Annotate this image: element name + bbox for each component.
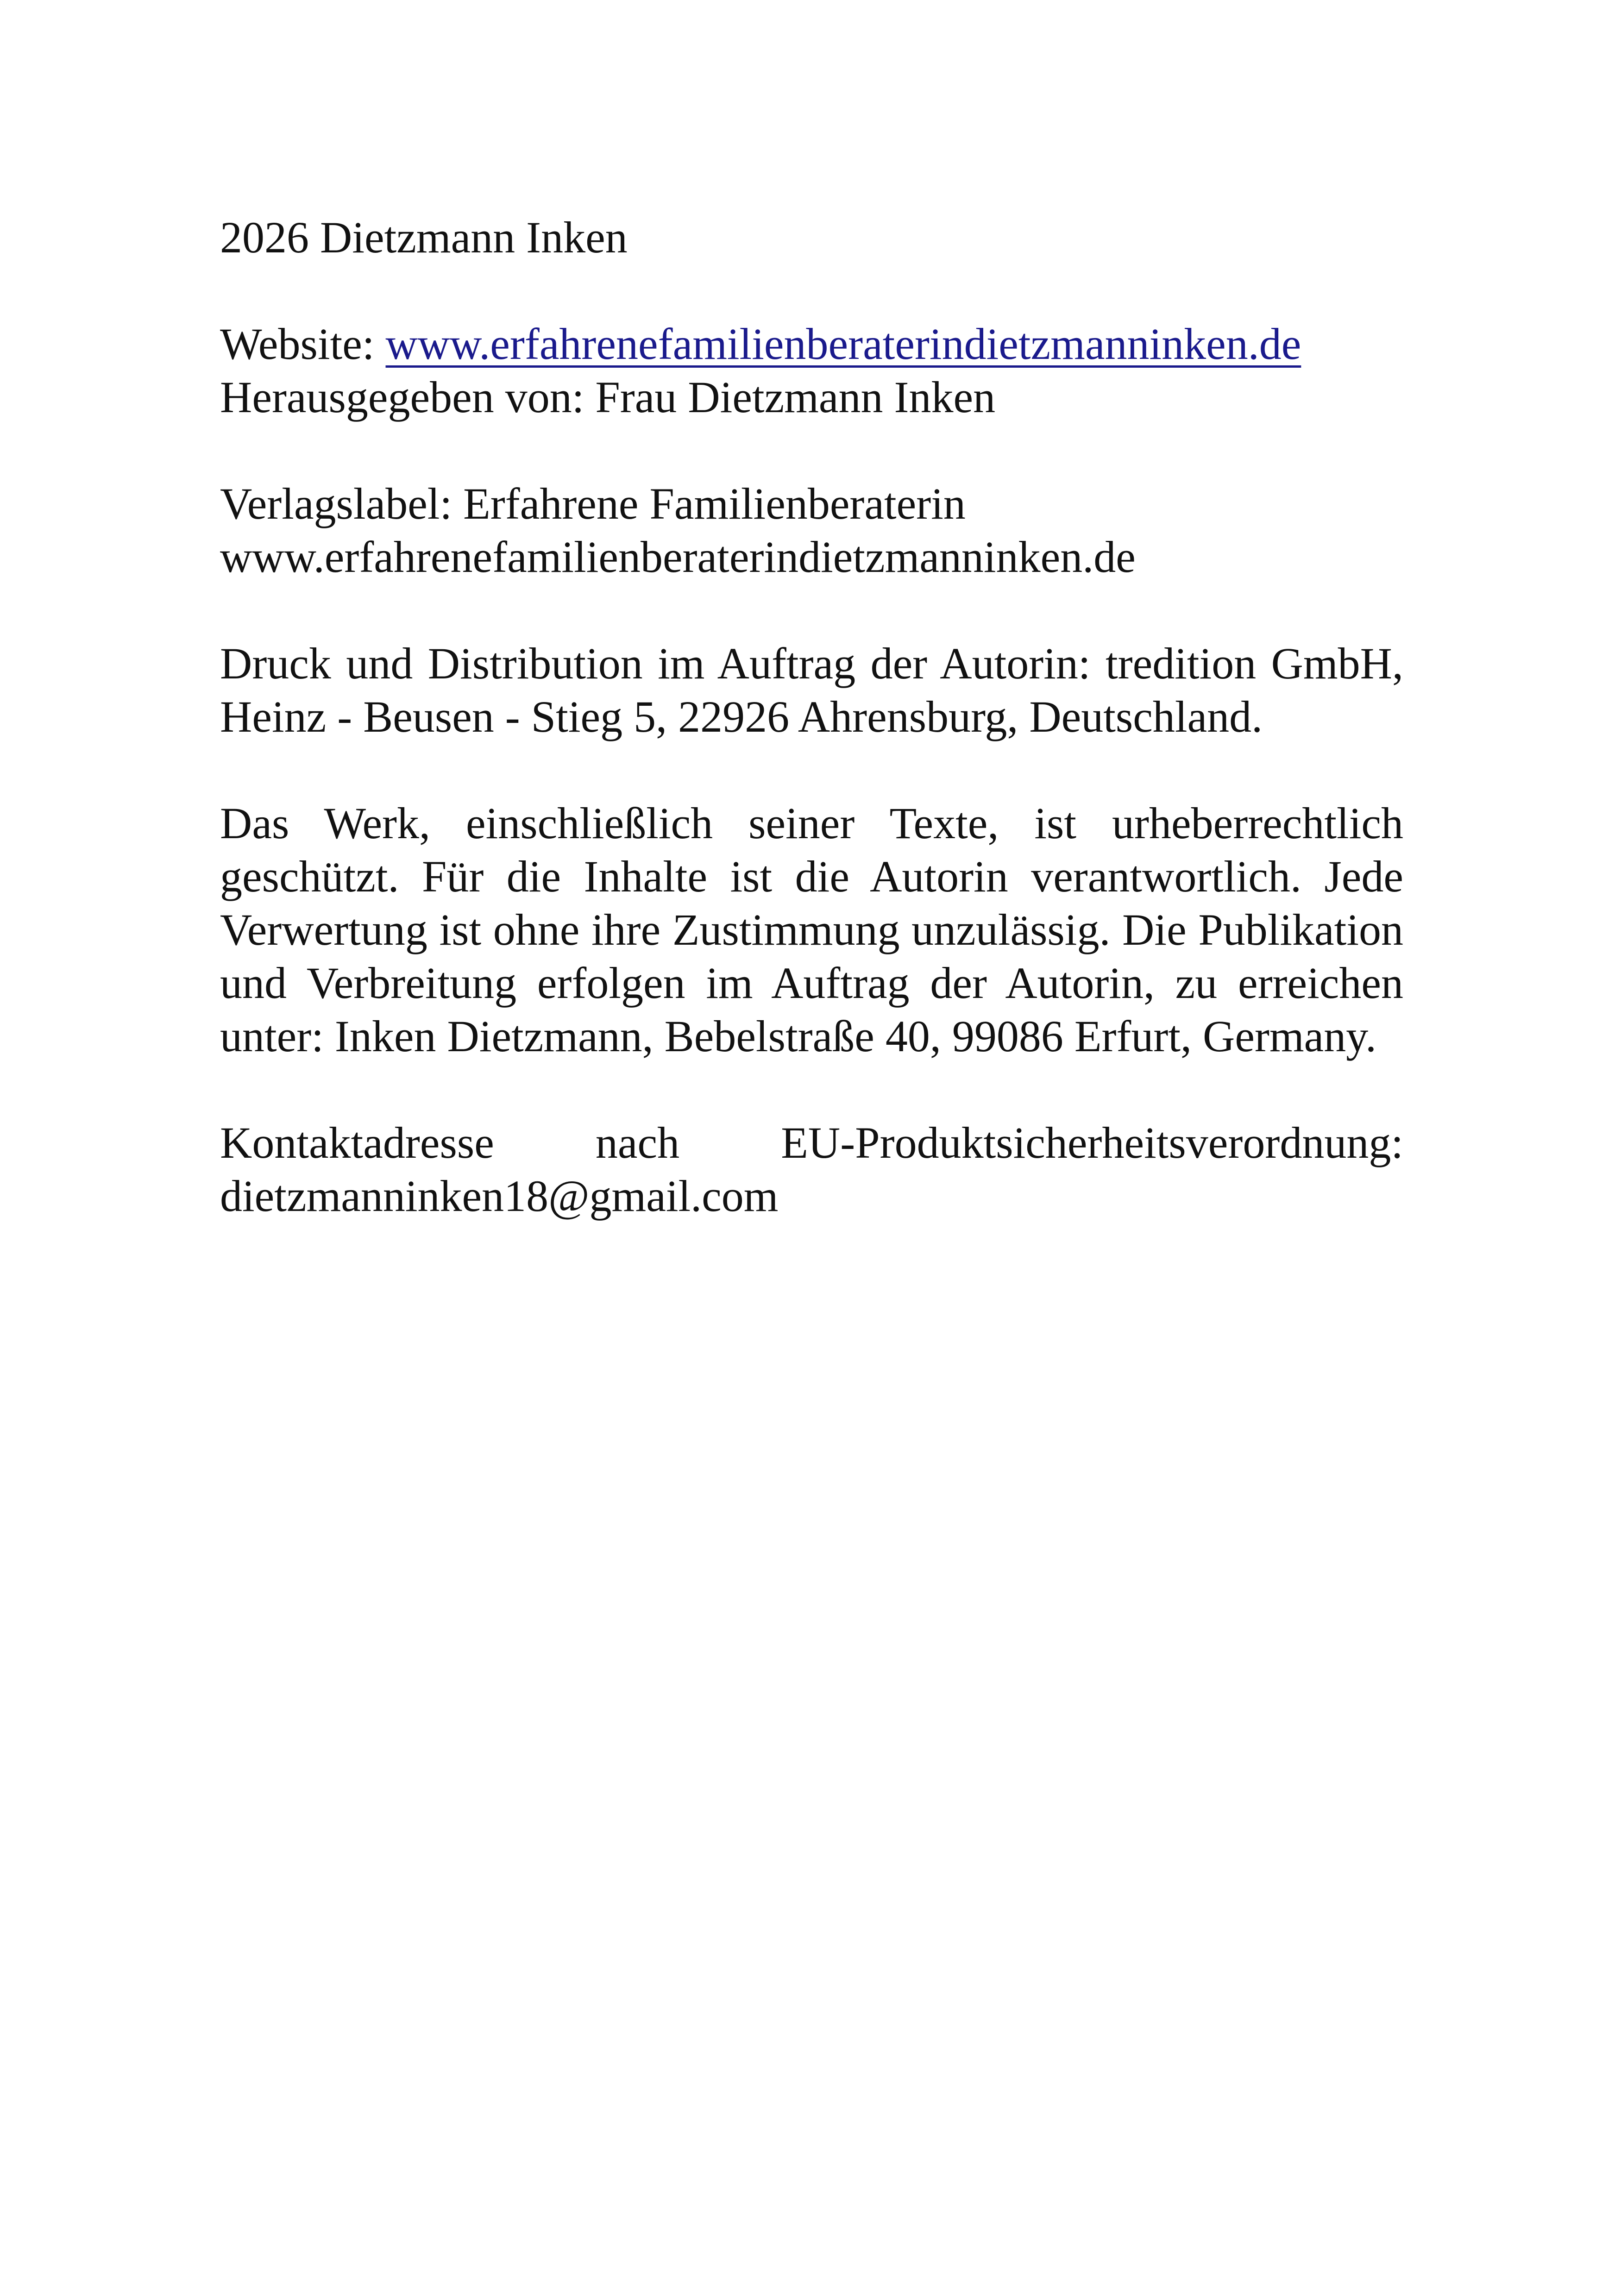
website-link[interactable]: www.erfahrenefamilienberaterindietzmanninken.de (385, 319, 1301, 369)
publisher-label-url: www.erfahrenefamilienberaterindietzmanninken.de (220, 532, 1136, 582)
copyright-notice-paragraph: Das Werk, einschließlich seiner Texte, ist urheberrechtlich geschützt. Für die Inhalte ist die Autorin verantwortlich. Jede Verwertung ist ohne ihre Zustimmung unzulässig. Die Publikation und Verbreitung erfolgen im Auftrag der Autorin, zu erreichen unter: Inken Dietzmann, Bebelstraße 40, 99086 Erfurt, Germany. (220, 798, 1403, 1061)
contact-label: Kontaktadresse nach EU-Produktsicherheitsverordnung: (220, 1118, 1403, 1167)
website-row (220, 317, 1403, 370)
website-label: Website: (220, 319, 375, 369)
imprint-page (220, 211, 1403, 1276)
publisher-label-block (220, 477, 1403, 583)
printing-paragraph: Druck und Distribution im Auftrag der Autorin: tredition GmbH, Heinz - Beusen - Stieg 5, 22926 Ahrensburg, Deutschland. (220, 639, 1403, 741)
publisher-label-line: Verlagslabel: Erfahrene Familienberaterin (220, 479, 966, 528)
publisher-line: Herausgegeben von: Frau Dietzmann Inken (220, 372, 996, 422)
publisher-block (220, 317, 1403, 424)
contact-email[interactable]: dietzmanninken18@gmail.com (220, 1171, 779, 1221)
copyright-line: 2026 Dietzmann Inken (220, 213, 628, 262)
copyright-block (220, 211, 1403, 264)
contact-block (220, 1116, 1403, 1223)
